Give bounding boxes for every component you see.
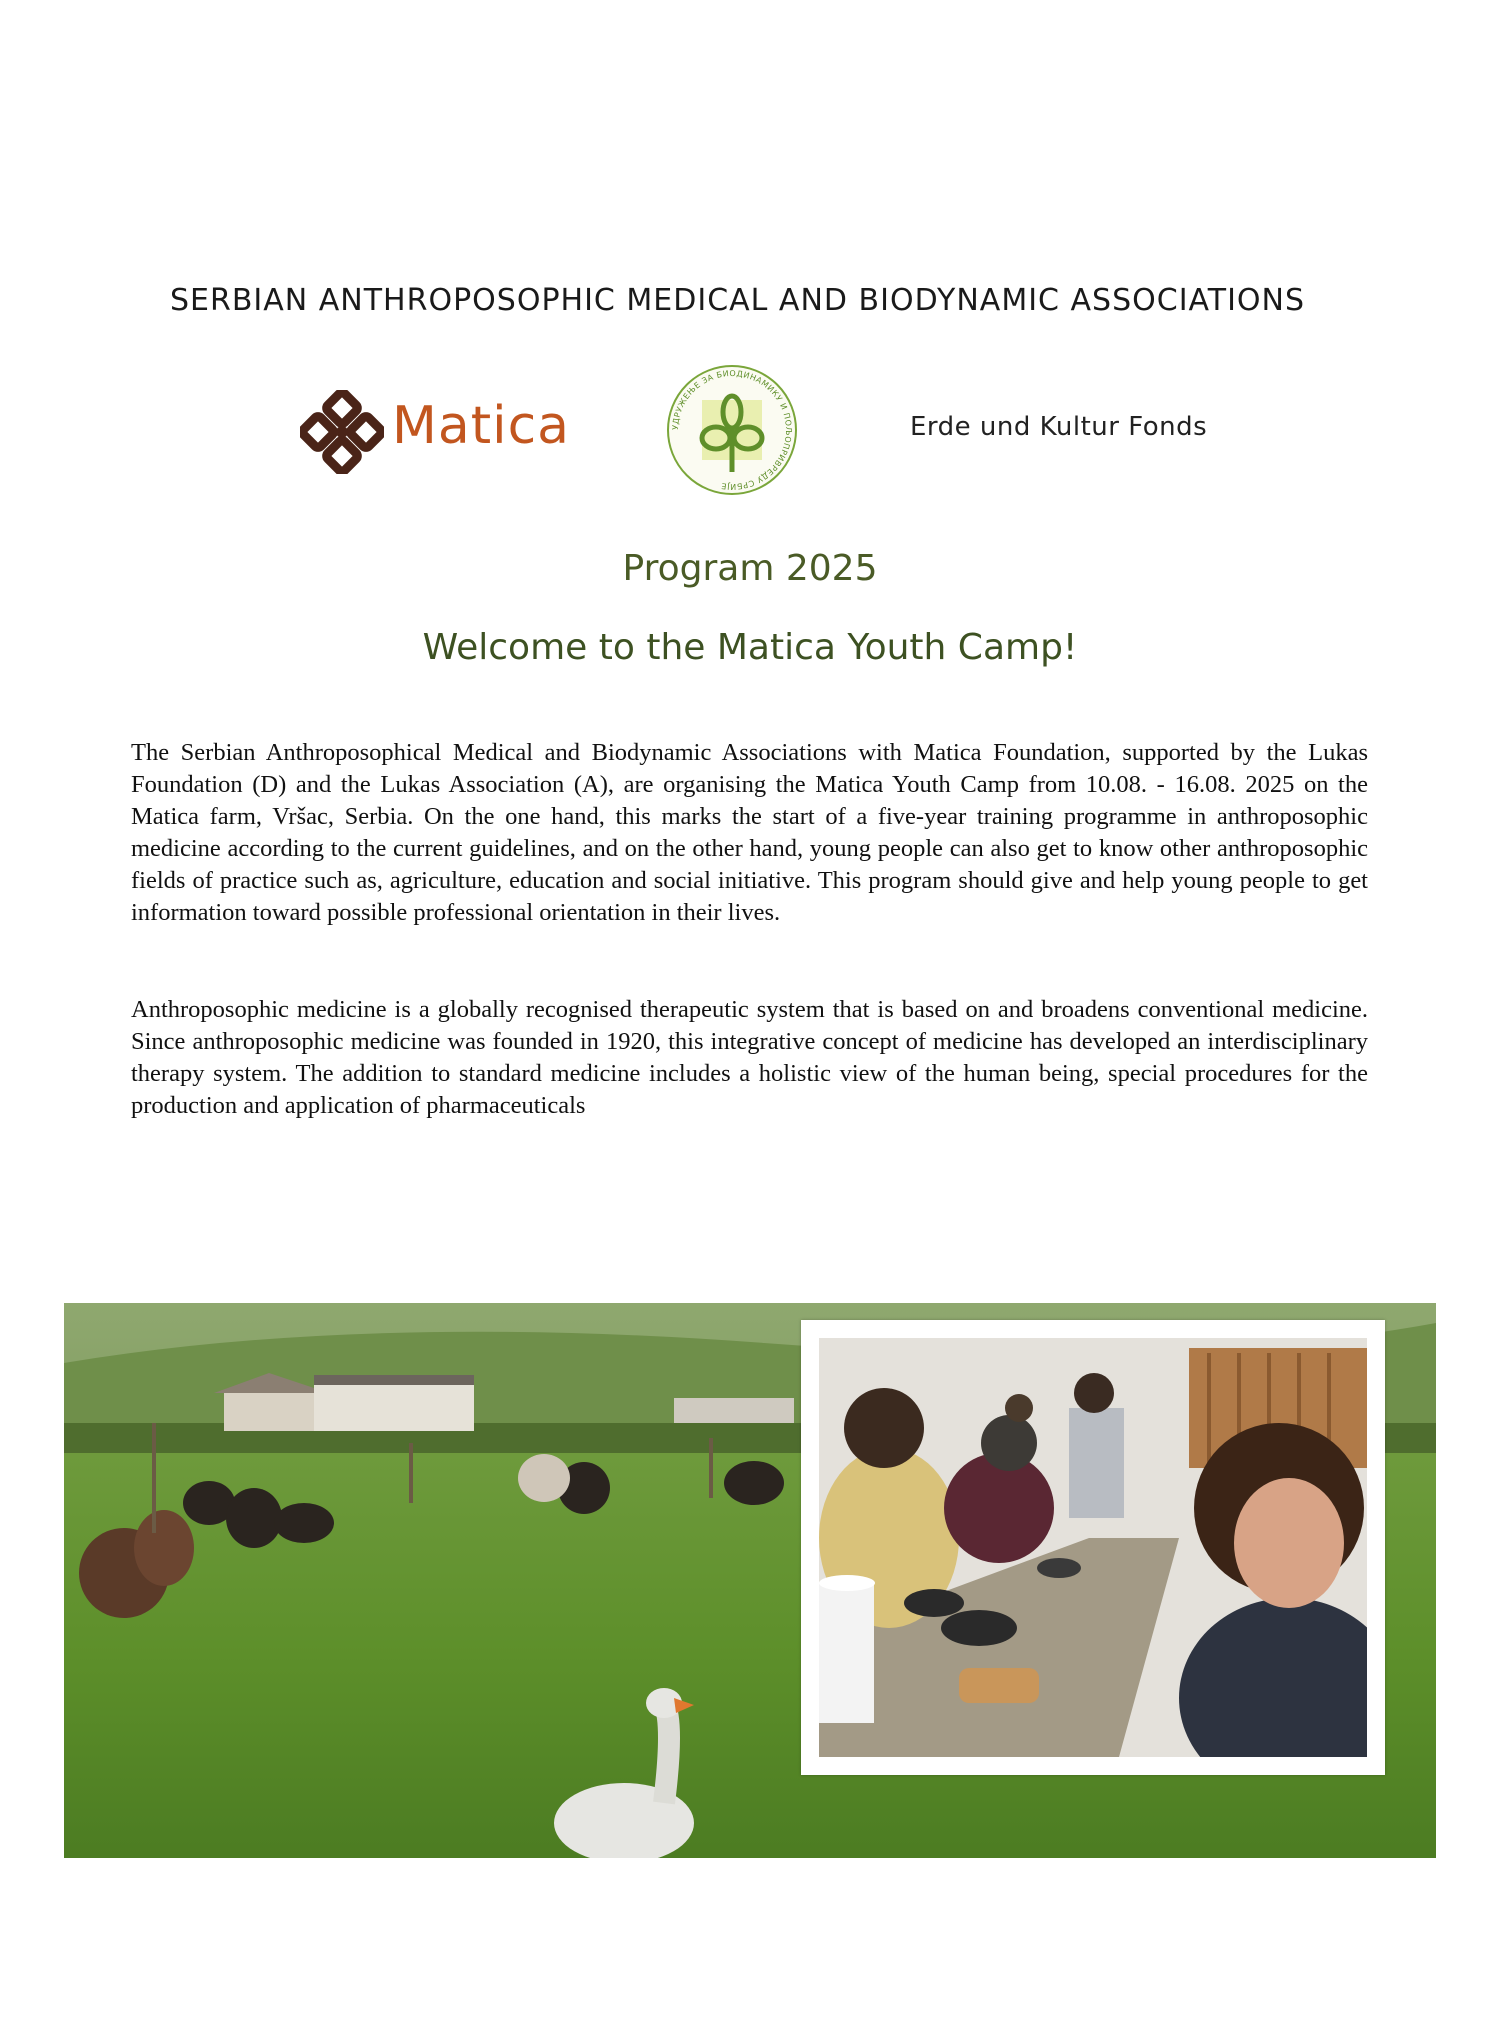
medicine-paragraph: Anthroposophic medicine is a globally recognised therapeutic system that is based on and broadens conventional medicine. Since anthroposophic medicine was founded in 1920, this integrative concept of medicine has developed an interdisciplinary therapy system. The addition to standard medicine includes a holistic view of the human being, special procedures for the production and application of pharmaceuticals [131,996,1368,1119]
workshop-photo [819,1338,1367,1757]
seal-text: УДРУЖЕЊЕ ЗА БИОДИНАМИКУ И ПОЉОПРИВРЕДУ СРБИЈЕ [670,368,794,492]
intro-paragraph: The Serbian Anthroposophical Medical and Biodynamic Associations with Matica Foundation, supported by the Lukas Foundation (D) and the Lukas Association (A), are organising the Matica Youth Camp from 10.08. - 16.08. 2025 on the Matica farm, Vršac, Serbia. On the one hand, this marks the start of a five-year training programme in anthroposophic medicine according to the current guidelines, and on the other hand, young people can also get to know other anthroposophic fields of practice such as, agriculture, education and social initiative. This program should give and help young people to get information toward possible professional orientation in their lives. [131,739,1368,926]
workshop-photo-inset [801,1320,1385,1775]
matica-wordmark: Matica [392,396,571,456]
erde-kultur-logo: Erde und Kultur Fonds [910,412,1208,442]
program-title: Program 2025 [622,548,878,589]
welcome-title: Welcome to the Matica Youth Camp! [422,627,1078,668]
logo-row [0,360,1500,510]
biodynamic-seal-icon [662,360,802,500]
farm-photo-collage [64,1303,1436,1858]
flower-knot-icon [300,390,384,474]
matica-logo [300,390,600,480]
organization-header: SERBIAN ANTHROPOSOPHIC MEDICAL AND BIODYNAMIC ASSOCIATIONS [170,283,1306,318]
